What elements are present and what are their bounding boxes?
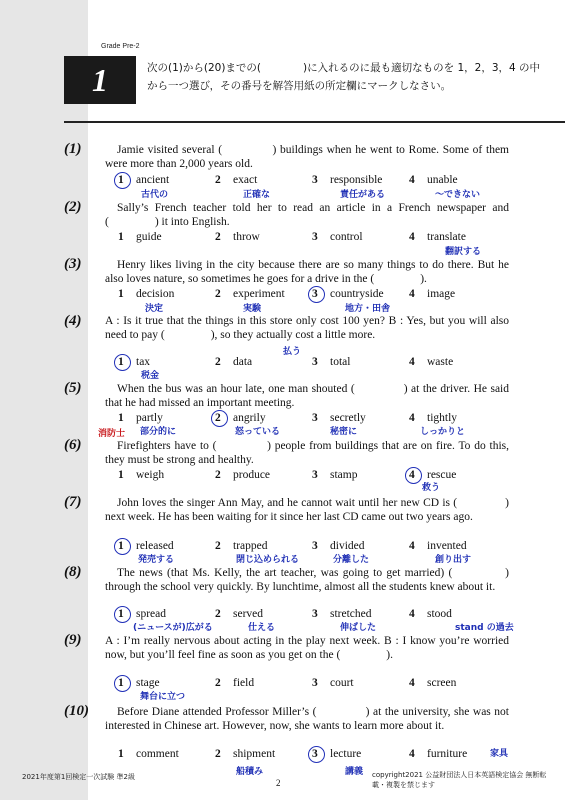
choice-1: ancient	[136, 174, 170, 186]
note: 救う	[422, 483, 441, 493]
question-number: (7)	[64, 494, 82, 510]
note: 怒っている	[235, 427, 281, 437]
footer-exam-label: 2021年度第1回検定一次試験 準2級	[22, 773, 135, 781]
answer-circle	[308, 286, 325, 303]
choices-row: 1 weigh 2 produce 3 stamp 4 rescue	[118, 469, 518, 483]
choice-1: released	[136, 540, 174, 552]
answer-circle	[308, 746, 325, 763]
answer-circle	[114, 538, 131, 555]
choice-2: data	[233, 356, 253, 368]
instructions: 次の(1)から(20)までの( )に入れるのに最も適切なものを 1，2，3，4 の中から一つ選び，その番号を解答用紙の所定欄にマークしなさい。	[147, 62, 541, 92]
choice-4: image	[427, 288, 456, 300]
note: 正確な	[243, 190, 271, 200]
choice-3: secretly	[330, 412, 366, 424]
question-text: John loves the singer Ann May, and he cannot wait until her new CD is ( ) next week. He has been waiting for it since her last CD came out two years ago.	[105, 497, 509, 523]
grade-label: Grade Pre-2	[101, 43, 140, 50]
question-text: Jamie visited several ( ) buildings when he went to Rome. Some of them were more than 2,000 years old.	[105, 144, 509, 170]
note: stand の過去	[455, 623, 514, 633]
note: 部分的に	[140, 427, 177, 437]
question-text: Firefighters have to ( ) people from buildings that are on fire. To do this, they must be strong and healthy.	[105, 440, 509, 466]
choice-4: stood	[427, 608, 452, 620]
choice-3: court	[330, 677, 354, 689]
note: 講義	[345, 767, 364, 777]
choice-2: trapped	[233, 540, 268, 552]
note: 分離した	[333, 555, 370, 565]
choice-4: screen	[427, 677, 457, 689]
question-number: (6)	[64, 437, 82, 453]
choice-1: weigh	[136, 469, 165, 481]
choice-1: partly	[136, 412, 163, 424]
choice-4: furniture	[427, 748, 468, 760]
choice-1: stage	[136, 677, 160, 689]
note: 翻訳する	[445, 247, 482, 257]
choices-row: 1 released 2 trapped 3 divided 4 invented	[118, 540, 518, 554]
choices-row: 1 partly 2 angrily 3 secretly 4 tightly	[118, 412, 518, 426]
note: 実験	[243, 304, 262, 314]
choice-2: served	[233, 608, 264, 620]
choice-3: countryside	[330, 288, 384, 300]
choice-1: guide	[136, 231, 162, 243]
question-text: Henry likes living in the city because there are so many things to do there. But he also loves nature, so sometimes he goes for a drive in the ( ).	[105, 259, 509, 285]
question-number: (9)	[64, 632, 82, 648]
choice-3: stretched	[330, 608, 372, 620]
note: 発売する	[138, 555, 175, 565]
choices-row: 1 stage 2 field 3 court 4 screen	[118, 677, 518, 691]
choice-3: control	[330, 231, 363, 243]
question-text: A : Is it true that the things in this store only cost 100 yen? B : Yes, but you will also need to pay ( ), so they actually cost a little more.	[105, 315, 509, 341]
choice-3: divided	[330, 540, 365, 552]
choice-1: comment	[136, 748, 179, 760]
note: 決定	[145, 304, 164, 314]
section-number: 1	[64, 56, 136, 104]
answer-circle	[114, 675, 131, 692]
choice-2: exact	[233, 174, 258, 186]
footer-copyright: copyright2021 公益財団法人日本英語検定協会 無断転載・複製を禁じます	[372, 771, 547, 789]
choices-row: 1 ancient 2 exact 3 responsible 4 unable	[118, 174, 518, 188]
question-number: (2)	[64, 199, 82, 215]
choice-3: responsible	[330, 174, 383, 186]
choices-row: 1 tax 2 data 3 total 4 waste	[118, 356, 518, 370]
note: 古代の	[141, 190, 169, 200]
choice-2: shipment	[233, 748, 276, 760]
note: 消防士	[98, 429, 126, 439]
choice-4: unable	[427, 174, 458, 186]
choice-3: stamp	[330, 469, 358, 481]
note: 閉じ込められる	[236, 555, 300, 565]
page-number: 2	[276, 778, 281, 788]
answer-circle	[114, 606, 131, 623]
note: 伸ばした	[340, 623, 377, 633]
question-text: The news (that Ms. Kelly, the art teacher, was going to get married) ( ) through the school very quickly. By lunchtime, almost all the students knew about it.	[105, 567, 509, 593]
question-number: (8)	[64, 564, 82, 580]
note: 責任がある	[340, 190, 386, 200]
choices-row: 1 spread 2 served 3 stretched 4 stood	[118, 608, 518, 622]
choice-3: lecture	[330, 748, 362, 760]
note: 家具	[490, 749, 509, 759]
choice-2: angrily	[233, 412, 266, 424]
note: 仕える	[248, 623, 276, 633]
left-margin-band	[0, 0, 88, 800]
question-text: A : I’m really nervous about acting in the play next week. B : I know you’re worried now, but you’ll feel fine as soon as you get on the ( ).	[105, 635, 509, 661]
choice-4: rescue	[427, 469, 457, 481]
choice-4: waste	[427, 356, 454, 368]
choice-4: invented	[427, 540, 467, 552]
question-text: Sally’s French teacher told her to read an article in a French newspaper and ( ) it into English.	[105, 202, 509, 228]
note: しっかりと	[420, 427, 466, 437]
header-rule	[64, 121, 565, 123]
choice-1: tax	[136, 356, 151, 368]
question-number: (1)	[64, 141, 82, 157]
note: (ニュースが)広がる	[133, 623, 213, 633]
choice-4: translate	[427, 231, 466, 243]
note: 舞台に立つ	[140, 692, 186, 702]
answer-circle	[405, 467, 422, 484]
choice-4: tightly	[427, 412, 458, 424]
question-number: (10)	[64, 703, 89, 719]
question-text: Before Diane attended Professor Miller’s ( ) at the university, she was not interested in Chinese art. However, now, she wants to learn more about it.	[105, 706, 509, 732]
choices-row: 1 guide 2 throw 3 control 4 translate	[118, 231, 466, 243]
choice-2: throw	[233, 231, 260, 243]
note: ～できない	[435, 190, 481, 200]
question-number: (3)	[64, 256, 82, 272]
choice-2: field	[233, 677, 255, 689]
choices-row: 1 decision 2 experiment 3 countryside 4 image	[118, 288, 518, 302]
question-text: When the bus was an hour late, one man shouted ( ) at the driver. He said that he had missed an important meeting.	[105, 383, 509, 409]
choices-row: 1 comment 2 shipment 3 lecture 4 furniture	[118, 748, 518, 762]
choice-3: total	[330, 356, 351, 368]
answer-circle	[114, 354, 131, 371]
answer-circle	[211, 410, 228, 427]
note: 地方・田舎	[345, 304, 391, 314]
note: 創り出す	[435, 555, 472, 565]
choice-2: experiment	[233, 288, 285, 300]
question-number: (4)	[64, 313, 82, 329]
note: 税金	[141, 371, 160, 381]
choice-1: spread	[136, 608, 167, 620]
answer-circle	[114, 172, 131, 189]
question-number: (5)	[64, 380, 82, 396]
note: 秘密に	[330, 427, 358, 437]
choice-1: decision	[136, 288, 175, 300]
note: 船積み	[236, 767, 264, 777]
choice-2: produce	[233, 469, 271, 481]
note: 払う	[283, 347, 302, 357]
